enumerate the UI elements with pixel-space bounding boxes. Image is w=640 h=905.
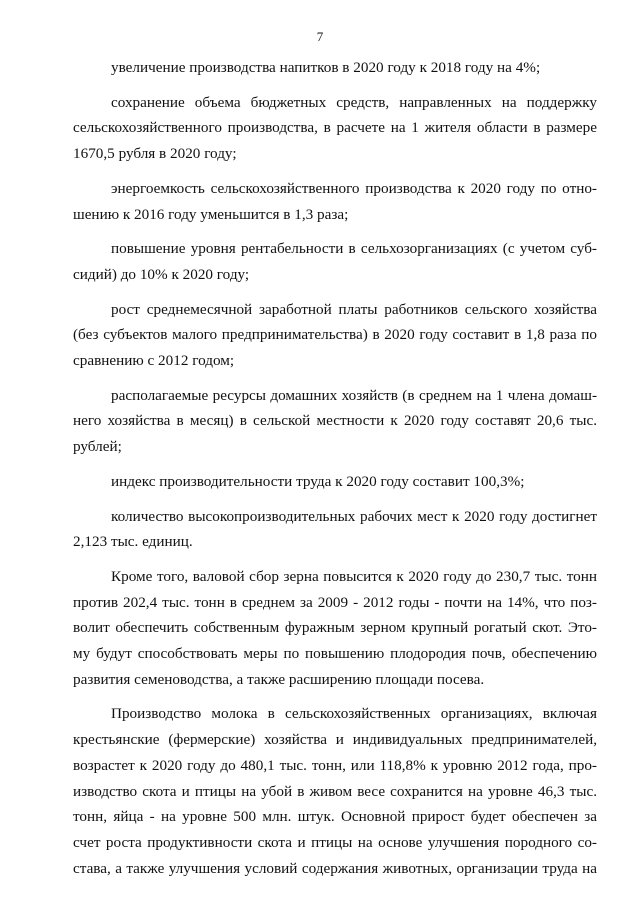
- text-line: возрастет к 2020 году до 480,1 тыс. тонн, или 118,8% к уровню 2012 года, про-: [73, 756, 597, 774]
- paragraph: [73, 564, 597, 693]
- text-line: сельскохозяйственного производства, в расчете на 1 жителя области в размере: [73, 119, 597, 137]
- text-line: тонн, яйца - на уровне 500 млн. штук. Основной прирост будет обеспечен за: [73, 808, 597, 826]
- paragraph: [73, 469, 597, 495]
- text-line: Производство молока в сельскохозяйственных организациях, включая: [111, 705, 597, 723]
- paragraph: [73, 504, 597, 555]
- text-line: повышение уровня рентабельности в сельхозорганизациях (с учетом суб-: [111, 240, 597, 258]
- text-line: сидий) до 10% к 2020 году;: [73, 265, 250, 283]
- text-line: рублей;: [73, 438, 122, 456]
- paragraph: [73, 383, 597, 460]
- text-line: волит обеспечить собственным фуражным зерном крупный рогатый скот. Это-: [73, 619, 597, 637]
- text-line: количество высокопроизводительных рабочих мест к 2020 году достигнет: [111, 507, 597, 525]
- text-line: сохранение объема бюджетных средств, направленных на поддержку: [111, 93, 597, 111]
- paragraph: [73, 701, 597, 881]
- text-line: него хозяйства в месяц) в сельской местности к 2020 году составят 20,6 тыс.: [73, 412, 597, 430]
- text-line: крестьянские (фермерские) хозяйства и индивидуальных предпринимателей,: [73, 731, 597, 749]
- text-line: Кроме того, валовой сбор зерна повысится к 2020 году до 230,7 тыс. тонн: [111, 567, 597, 585]
- text-line: располагаемые ресурсы домашних хозяйств (в среднем на 1 члена домаш-: [111, 386, 597, 404]
- text-line: увеличение производства напитков в 2020 году к 2018 году на 4%;: [111, 59, 541, 76]
- text-line: против 202,4 тыс. тонн в среднем за 2009 - 2012 годы - почти на 14%, что поз-: [73, 593, 597, 611]
- text-line: развития семеноводства, а также расширению площади посева.: [73, 670, 485, 688]
- paragraph: [73, 176, 597, 227]
- text-line: сравнению с 2012 годом;: [73, 352, 235, 370]
- text-line: рост среднемесячной заработной платы работников сельского хозяйства: [111, 300, 597, 318]
- document-body: [73, 55, 597, 881]
- text-line: 2,123 тыс. единиц.: [73, 533, 193, 551]
- text-line: энергоемкость сельскохозяйственного производства к 2020 году по отно-: [111, 179, 597, 197]
- text-line: (без субъектов малого предпринимательства) в 2020 году составит в 1,8 раза по: [73, 326, 597, 344]
- text-line: 1670,5 рубля в 2020 году;: [73, 145, 237, 163]
- text-line: шению к 2016 году уменьшится в 1,3 раза;: [73, 205, 349, 223]
- text-line: счет роста продуктивности скота и птицы на основе улучшения породного со-: [73, 833, 597, 851]
- text-line: става, а также улучшения условий содержания животных, организации труда на: [73, 859, 597, 877]
- paragraph: [73, 297, 597, 374]
- paragraph: [73, 55, 597, 81]
- text-line: му будут способствовать меры по повышению плодородия почв, обеспечению: [73, 645, 597, 663]
- paragraph: [73, 90, 597, 167]
- text-line: изводство скота и птицы на убой в живом весе сохранится на уровне 46,3 тыс.: [73, 782, 597, 800]
- paragraph: [73, 236, 597, 287]
- page-number: 7: [316, 29, 324, 44]
- text-line: индекс производительности труда к 2020 году составит 100,3%;: [111, 472, 525, 490]
